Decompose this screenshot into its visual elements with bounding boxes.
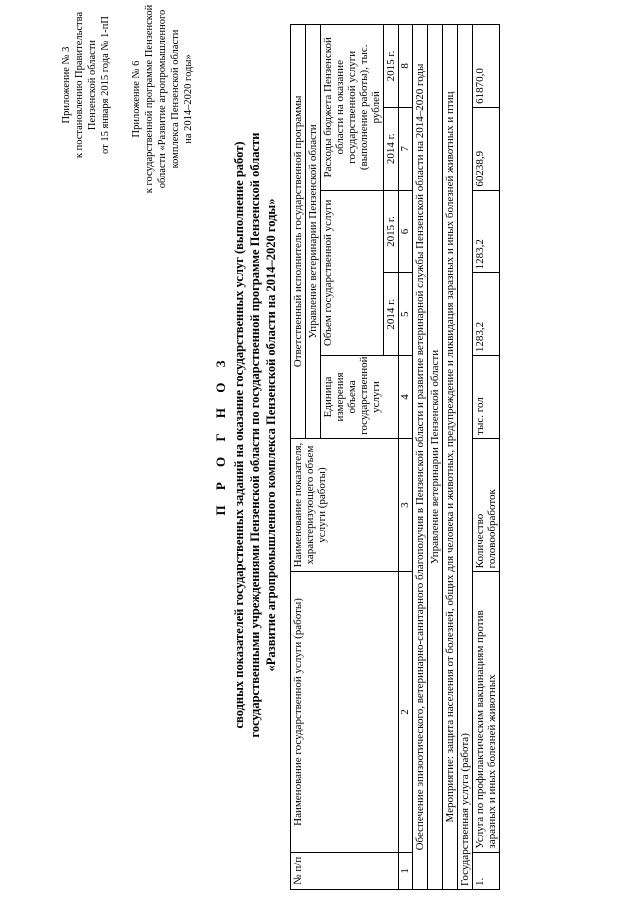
column-number: 2 xyxy=(399,572,413,852)
section-row xyxy=(428,25,443,890)
header-year: 2014 г. xyxy=(384,273,399,356)
header-year: 2014 г. xyxy=(384,107,399,190)
header-year: 2015 г. xyxy=(384,190,399,273)
column-number: 7 xyxy=(399,107,413,190)
title-line: «Развитие агропромышленного комплекса Пензенской области на 2014–2020 годы» xyxy=(264,198,278,672)
document-title xyxy=(213,25,279,845)
appendix-3-line: Пензенской области xyxy=(87,39,98,131)
header-indicator: Наименование показателя, характеризующего объем услуги (работы) xyxy=(291,438,399,571)
column-number: 5 xyxy=(399,273,413,356)
column-numbers-row xyxy=(399,25,413,890)
row-service: Услуга по профилактическим вакцинациям против заразных и иных болезней животных xyxy=(473,572,500,852)
row-indicator: Количество головообработок xyxy=(473,438,500,571)
appendix-6-header xyxy=(130,1,195,197)
appendix-3-line: Приложение № 3 xyxy=(61,46,72,124)
appendix-6-line: комплекса Пензенской области xyxy=(170,29,181,169)
department-section: Управление ветеринарии Пензенской области xyxy=(428,25,443,890)
header-year: 2015 г. xyxy=(384,25,399,108)
column-number: 8 xyxy=(399,25,413,108)
appendix-3-line: к постановлению Правительства xyxy=(74,11,85,159)
row-expense-2014: 60238,9 xyxy=(473,107,500,190)
title-word: П Р О Г Н О З xyxy=(213,354,228,516)
table-row xyxy=(473,25,500,890)
header-expenses: Расходы бюджета Пензенской области на оказание государственной услуги (выполнение работы), тыс. рублей xyxy=(321,25,384,191)
section-row xyxy=(413,25,428,890)
header-row xyxy=(291,25,321,890)
forecast-table xyxy=(290,24,500,890)
title-line: государственными учреждениями Пензенской области по государственной программе Пензенской области xyxy=(248,132,262,738)
header-department: Управление ветеринарии Пензенской области xyxy=(305,25,319,438)
state-service-label: Государственная услуга (работа) xyxy=(458,25,473,890)
program-section: Обеспечение эпизоотического, ветеринарно-санитарного благополучия в Пензенской области и развитие ветеринарной службы Пензенской области на 2014–2020 годы xyxy=(413,25,428,890)
appendix-3-header xyxy=(60,10,112,160)
title-line: сводных показателей государственных заданий на оказание государственных услуг (выполнение работ) xyxy=(232,141,246,729)
header-service-name: Наименование государственной услуги (работы) xyxy=(291,572,399,852)
section-row xyxy=(458,25,473,890)
header-no: № п/п xyxy=(291,852,399,889)
appendix-6-line: области «Развитие агропромышленного xyxy=(157,9,168,189)
section-row xyxy=(443,25,458,890)
column-number: 4 xyxy=(399,356,413,439)
column-number: 3 xyxy=(399,438,413,571)
appendix-3-line: от 15 января 2015 года № 1-пП xyxy=(100,16,111,154)
row-volume-2015: 1283,2 xyxy=(473,190,500,273)
appendix-6-line: на 2014–2020 годы» xyxy=(183,54,194,144)
activity-section: Мероприятие: защита населения от болезней, общих для человека и животных, предупреждение и ликвидация заразных и иных болезней животных и птиц xyxy=(443,25,458,890)
header-executor-text: Ответственный исполнитель государственной программы xyxy=(292,95,304,368)
header-volume: Объем государственной услуги xyxy=(321,190,384,356)
row-no: 1. xyxy=(473,852,500,889)
column-number: 6 xyxy=(399,190,413,273)
appendix-6-line: к государственной программе Пензенской xyxy=(144,4,155,194)
header-executor xyxy=(291,25,321,439)
row-volume-2014: 1283,2 xyxy=(473,273,500,356)
column-number: 1 xyxy=(399,852,413,889)
appendix-6-line: Приложение № 6 xyxy=(131,60,142,138)
header-unit: Единица измерения объема государственной услуги xyxy=(321,356,399,439)
row-unit: тыс. гол xyxy=(473,356,500,439)
row-expense-2015: 61870,0 xyxy=(473,25,500,108)
